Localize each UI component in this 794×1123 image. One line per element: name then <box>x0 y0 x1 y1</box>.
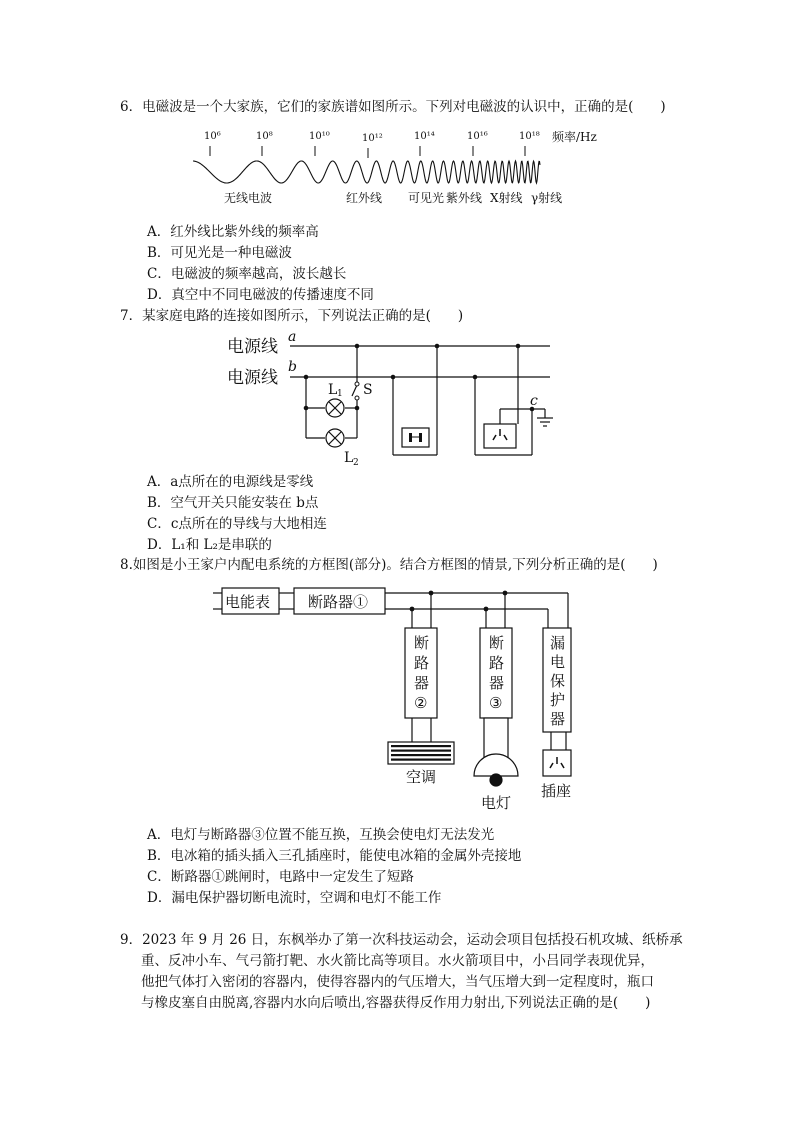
band-xray: X射线 <box>490 191 523 205</box>
label-l2-sub: 2 <box>353 458 359 468</box>
meter-label: 电能表 <box>225 593 271 611</box>
label-a: a <box>288 329 297 345</box>
svg-text:器: 器 <box>489 674 505 692</box>
socket-label: 插座 <box>541 782 572 800</box>
svg-text:漏: 漏 <box>550 634 566 652</box>
breaker2-label <box>414 634 429 712</box>
freq-label-4: 10¹² <box>362 133 383 144</box>
svg-text:保: 保 <box>550 672 566 690</box>
freq-label-7: 10¹⁸ <box>519 131 540 142</box>
q7-option-d[interactable]: D．L₁和 L₂是串联的 <box>147 537 272 553</box>
svg-text:路: 路 <box>414 654 430 672</box>
svg-text:断: 断 <box>414 634 430 652</box>
band-visible: 可见光 <box>408 191 445 205</box>
freq-label-6: 10¹⁶ <box>467 131 488 142</box>
freq-label-5: 10¹⁴ <box>414 131 435 142</box>
ceiling-lamp-icon <box>474 718 518 786</box>
freq-label-2: 10⁸ <box>256 131 273 142</box>
breaker3-label <box>489 634 504 712</box>
svg-text:器: 器 <box>414 674 430 692</box>
label-l2: L <box>344 450 354 466</box>
q6-option-a[interactable]: A．红外线比紫外线的频率高 <box>147 224 319 240</box>
ac-label: 空调 <box>406 768 437 786</box>
band-radio: 无线电波 <box>224 191 273 205</box>
svg-text:电: 电 <box>550 653 566 671</box>
label-c: c <box>530 393 538 409</box>
q8-stem: 8.如图是小王家户内配电系统的方框图(部分)。结合方框图的情景,下列分析正确的是( ) <box>120 557 658 573</box>
power-line-1-label: 电源线 <box>227 337 278 357</box>
q6-stem: 6．电磁波是一个大家族，它们的家族谱如图所示。下列对电磁波的认识中，正确的是( ) <box>120 99 666 115</box>
q8-option-c[interactable]: C．断路器①跳闸时，电路中一定发生了短路 <box>147 869 414 885</box>
leakage-protector-label <box>550 634 565 728</box>
q7-option-c[interactable]: C．c点所在的导线与大地相连 <box>147 516 327 532</box>
svg-text:断: 断 <box>489 634 505 652</box>
q9-line-3: 他把气体打入密闭的容器内，使得容器内的气压增大，当气压增大到一定程度时，瓶口 <box>141 974 654 990</box>
band-gamma: γ射线 <box>531 191 563 205</box>
label-l1-sub: 1 <box>337 389 343 399</box>
freq-unit: 频率/Hz <box>552 130 597 144</box>
q9-line-4: 与橡皮塞自由脱离,容器内水向后喷出,容器获得反作用力射出,下列说法正确的是( ) <box>141 995 651 1011</box>
label-b: b <box>288 359 297 375</box>
breaker1-label: 断路器① <box>308 593 369 611</box>
label-s: S <box>363 382 373 398</box>
band-ultraviolet: 紫外线 <box>446 191 483 205</box>
q6-option-b[interactable]: B．可见光是一种电磁波 <box>147 245 292 261</box>
air-conditioner-icon <box>388 742 454 764</box>
q8-option-a[interactable]: A．电灯与断路器③位置不能互换，互换会使电灯无法发光 <box>147 827 495 843</box>
q7-stem: 7．某家庭电路的连接如图所示，下列说法正确的是( ) <box>120 308 464 324</box>
svg-text:③: ③ <box>489 694 503 712</box>
socket-icon <box>550 757 564 768</box>
q9-line-2: 重、反冲小车、气弓箭打靶、水火箭比高等项目。水火箭项目中，小吕同学表现优异， <box>141 953 654 969</box>
freq-label-1: 10⁶ <box>204 131 221 142</box>
freq-label-3: 10¹⁰ <box>309 131 330 142</box>
q6-option-d[interactable]: D．真空中不同电磁波的传播速度不同 <box>147 287 374 303</box>
band-infrared: 红外线 <box>346 191 383 205</box>
svg-text:护: 护 <box>550 691 566 709</box>
q8-option-d[interactable]: D．漏电保护器切断电流时，空调和电灯不能工作 <box>147 890 442 906</box>
q9-line-1: 9．2023 年 9 月 26 日，东枫举办了第一次科技运动会，运动会项目包括投石机攻城、纸桥承 <box>120 932 683 948</box>
svg-text:器: 器 <box>550 710 566 728</box>
q7-option-b[interactable]: B．空气开关只能安装在 b点 <box>147 495 319 511</box>
lamp-label: 电灯 <box>481 794 512 812</box>
svg-text:②: ② <box>414 694 428 712</box>
q8-option-b[interactable]: B．电冰箱的插头插入三孔插座时，能使电冰箱的金属外壳接地 <box>147 848 522 864</box>
power-line-2-label: 电源线 <box>227 368 278 388</box>
label-l1: L <box>328 382 338 398</box>
q7-option-a[interactable]: A．a点所在的电源线是零线 <box>147 474 314 490</box>
q6-option-c[interactable]: C．电磁波的频率越高，波长越长 <box>147 266 347 282</box>
svg-text:路: 路 <box>489 654 505 672</box>
